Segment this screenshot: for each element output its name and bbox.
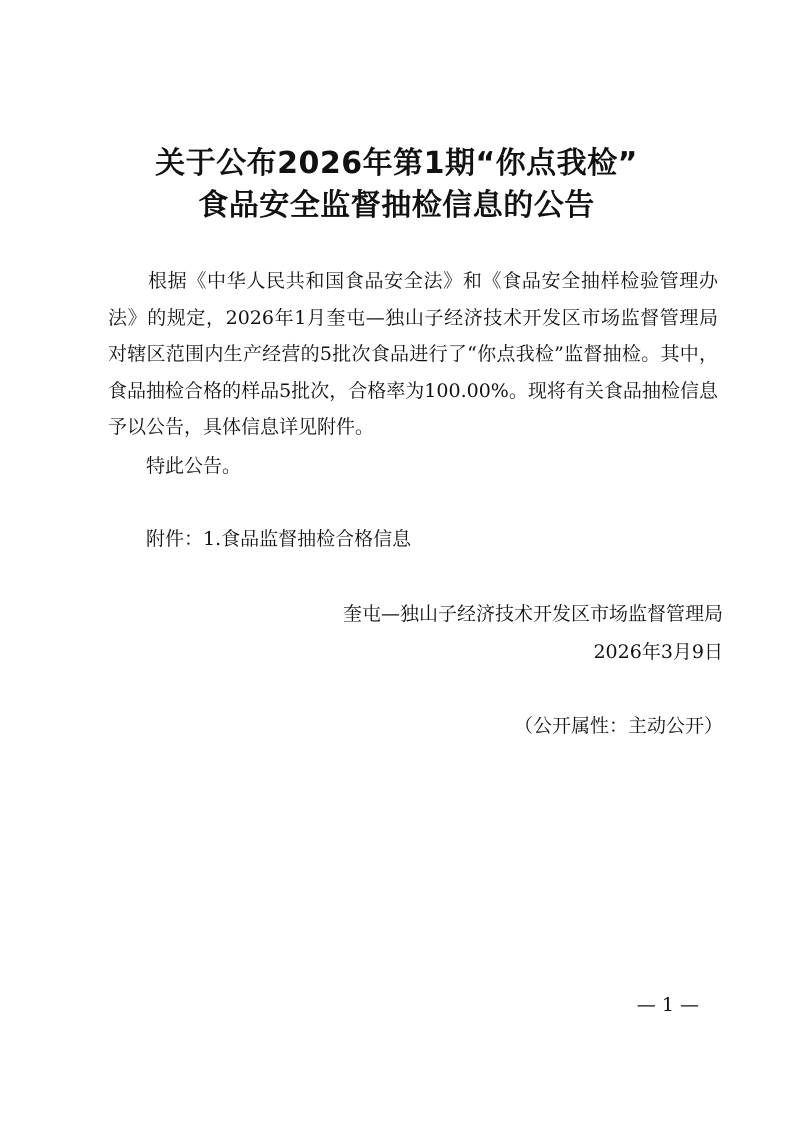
attachment-reference: 附件：1.食品监督抽检合格信息 bbox=[146, 528, 412, 550]
notice-closing: 特此公告。 bbox=[146, 455, 242, 477]
notice-title-line-1: 关于公布2026年第1期“你点我检” bbox=[155, 146, 638, 181]
notice-body-paragraph: 根据《中华人民共和国食品安全法》和《食品安全抽样检验管理办法》的规定，2026年1月奎屯—独山子经济技术开发区市场监督管理局对辖区范围内生产经营的5批次食品进行了“你点我检”监督抽检。其中，食品抽检合格的样品5批次，合格率为100.00%。现将有关食品抽检信息予以公告，具体信息详见附件。 bbox=[108, 270, 718, 438]
page-number: — 1 — bbox=[636, 994, 699, 1016]
issue-date: 2026年3月9日 bbox=[593, 641, 723, 663]
notice-title-line-2: 食品安全监督抽检信息的公告 bbox=[198, 188, 595, 223]
issuing-organization: 奎屯—独山子经济技术开发区市场监督管理局 bbox=[342, 603, 723, 625]
disclosure-attribute: （公开属性：主动公开） bbox=[513, 715, 723, 737]
